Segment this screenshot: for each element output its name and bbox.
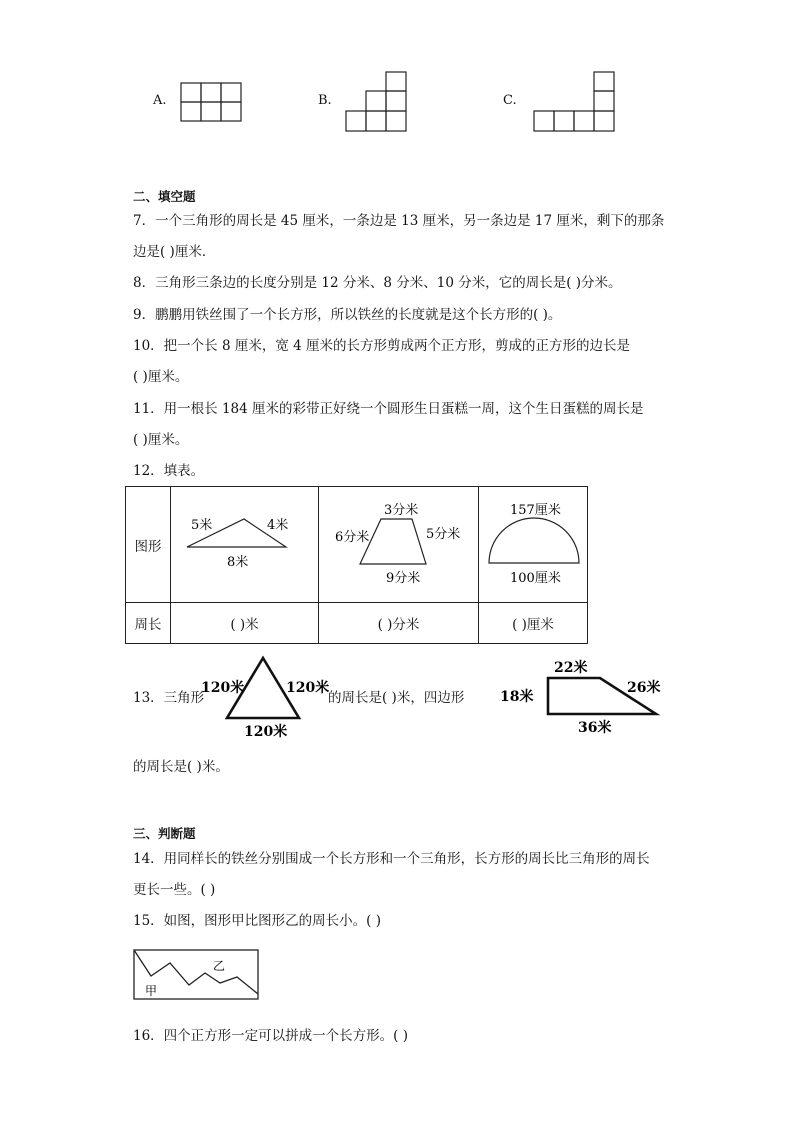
question-9: 9．鹏鹏用铁丝围了一个长方形，所以铁丝的长度就是这个长方形的( )。 [133, 307, 562, 323]
quad-side-top: 22米 [554, 660, 588, 676]
quad-side-right: 26米 [627, 680, 661, 696]
triangle-side-bottom: 120米 [244, 724, 288, 740]
fill-table [125, 486, 588, 644]
trapezoid-label-right: 5分米 [426, 527, 461, 542]
triangle-figure [171, 487, 318, 602]
triangle-side-left: 120米 [201, 680, 245, 696]
semicircle-label-arc: 157厘米 [510, 503, 561, 518]
semicircle-figure [479, 487, 587, 602]
question-13-line2: 的周长是( )米。 [133, 759, 229, 775]
table-answer-2: ( )分米 [319, 603, 479, 644]
question-15: 15．如图，图形甲比图形乙的周长小。( ) [133, 913, 382, 929]
question-12: 12．填表。 [133, 463, 205, 479]
table-cell-trapezoid [319, 487, 479, 603]
trapezoid-figure [319, 487, 478, 602]
question-11-line1: 11．用一根长 184 厘米的彩带正好绕一个圆形生日蛋糕一周，这个生日蛋糕的周长是 [133, 401, 644, 417]
figure-label-jia: 甲 [145, 984, 158, 998]
question-7-line2: 边是( )厘米． [133, 244, 216, 260]
trapezoid-label-top: 3分米 [384, 503, 419, 518]
figure-label-yi: 乙 [213, 959, 226, 973]
semicircle-label-base: 100厘米 [510, 571, 561, 586]
question-14-line1: 14．用同样长的铁丝分别围成一个长方形和一个三角形，长方形的周长比三角形的周长 [133, 851, 650, 867]
table-row-label-shape: 图形 [126, 487, 171, 603]
table-cell-triangle [171, 487, 319, 603]
option-c-figure [533, 71, 615, 133]
table-cell-semicircle [479, 487, 588, 603]
option-a-label: A. [153, 93, 167, 108]
option-b-label: B. [318, 93, 332, 108]
table-row-label-perimeter: 周长 [126, 603, 171, 644]
trapezoid-label-left: 6分米 [335, 530, 370, 545]
quadrilateral-figure [498, 656, 663, 738]
equilateral-triangle-figure [198, 650, 333, 742]
option-a-figure [180, 82, 242, 122]
question-13-middle: 的周长是( )米，四边形 [328, 690, 465, 706]
question-16: 16．四个正方形一定可以拼成一个长方形。( ) [133, 1028, 409, 1044]
option-b-figure [345, 71, 407, 133]
section-3-title: 三、判断题 [133, 826, 196, 841]
triangle-label-5: 5米 [191, 518, 213, 533]
quad-side-left: 18米 [500, 689, 534, 705]
question-10-line1: 10．把一个长 8 厘米，宽 4 厘米的长方形剪成两个正方形，剪成的正方形的边长是 [133, 338, 631, 354]
question-7-line1: 7．一个三角形的周长是 45 厘米，一条边是 13 厘米，另一条边是 17 厘米，剩下的那条 [133, 213, 665, 229]
question-11-line2: ( )厘米。 [133, 432, 189, 448]
question-14-line2: 更长一些。( ) [133, 882, 216, 898]
section-2-title: 二、填空题 [133, 189, 196, 204]
table-answer-1: ( )米 [171, 603, 319, 644]
quad-side-bottom: 36米 [578, 720, 612, 736]
triangle-side-right: 120米 [286, 680, 330, 696]
option-c-label: C. [503, 93, 517, 108]
triangle-label-8: 8米 [227, 555, 249, 570]
question-8: 8．三角形三条边的长度分别是 12 分米、8 分米、10 分米，它的周长是( )分米。 [133, 275, 622, 291]
triangle-label-4: 4米 [267, 518, 289, 533]
trapezoid-label-bottom: 9分米 [386, 571, 421, 586]
table-answer-3: ( )厘米 [479, 603, 588, 644]
question-15-figure [133, 949, 261, 1003]
question-13-prefix: 13．三角形 [133, 690, 205, 706]
question-10-line2: ( )厘米。 [133, 369, 189, 385]
